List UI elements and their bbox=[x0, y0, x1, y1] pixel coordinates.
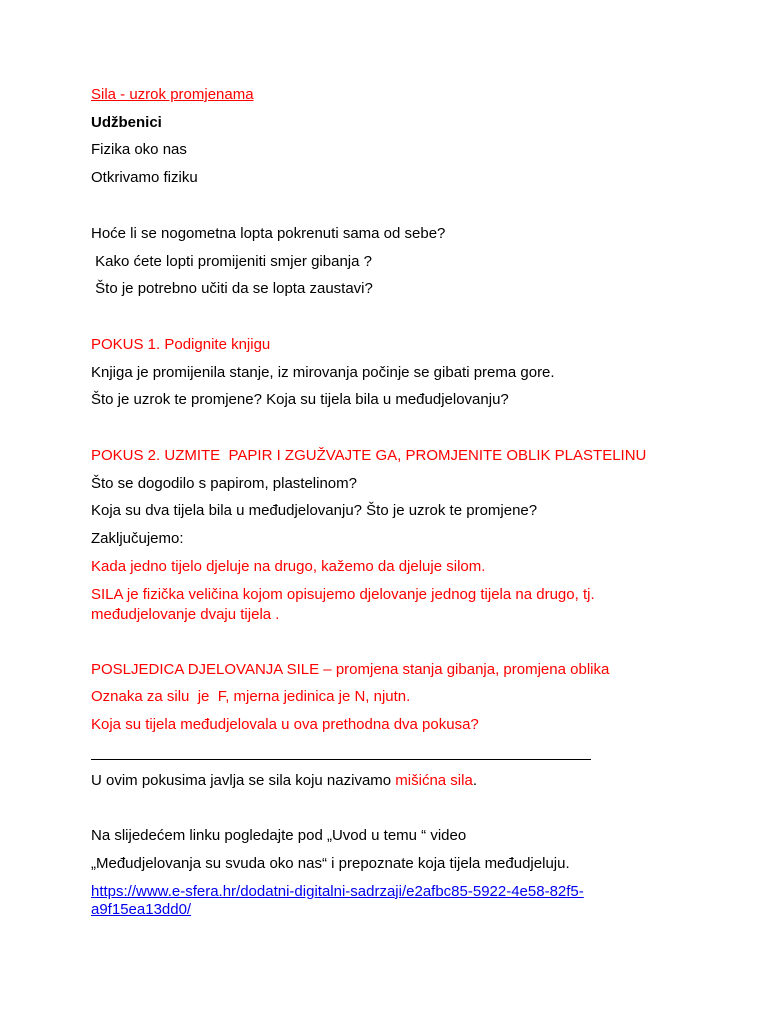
textbooks-heading: Udžbenici bbox=[91, 114, 162, 131]
experiment1-text: Što je uzrok te promjene? Koja su tijela bila u međudjelovanju? bbox=[91, 391, 509, 408]
muscle-force-sentence bbox=[91, 772, 477, 790]
experiment2-text: Zaključujemo: bbox=[91, 530, 184, 547]
question-line: Što je potrebno učiti da se lopta zaustavi? bbox=[91, 280, 373, 297]
force-definition: međudjelovanje dvaju tijela . bbox=[91, 606, 280, 623]
textbook-item: Otkrivamo fiziku bbox=[91, 169, 198, 186]
document-title: Sila - uzrok promjenama bbox=[91, 86, 254, 103]
muscle-force-highlight: mišićna sila bbox=[395, 772, 473, 789]
experiment2-text: Što se dogodilo s papirom, plastelinom? bbox=[91, 475, 357, 492]
experiment2-heading: POKUS 2. UZMITE PAPIR I ZGUŽVAJTE GA, PROMJENITE OBLIK PLASTELINU bbox=[91, 447, 647, 464]
notation-text: Oznaka za silu je F, mjerna jedinica je N, njutn. bbox=[91, 688, 411, 705]
experiment1-heading: POKUS 1. Podignite knjigu bbox=[91, 336, 271, 353]
answer-line bbox=[91, 759, 591, 760]
question-line: Hoće li se nogometna lopta pokrenuti sama od sebe? bbox=[91, 225, 446, 242]
link-intro: „Međudjelovanja su svuda oko nas“ i prepoznate koja tijela međudjeluju. bbox=[91, 855, 570, 872]
e-sfera-link[interactable] bbox=[91, 883, 584, 919]
link-intro: Na slijedećem linku pogledajte pod „Uvod u temu “ video bbox=[91, 827, 467, 844]
experiment1-text: Knjiga je promijenila stanje, iz mirovanja počinje se gibati prema gore. bbox=[91, 364, 555, 381]
experiment2-text: Koja su dva tijela bila u međudjelovanju? Što je uzrok te promjene? bbox=[91, 502, 538, 519]
force-definition: SILA je fizička veličina kojom opisujemo djelovanje jednog tijela na drugo, tj. bbox=[91, 586, 595, 603]
bodies-question: Koja su tijela međudjelovala u ova prethodna dva pokusa? bbox=[91, 716, 479, 733]
consequence-text: POSLJEDICA DJELOVANJA SILE – promjena stanja gibanja, promjena oblika bbox=[91, 661, 610, 678]
link-line: https://www.e-sfera.hr/dodatni-digitalni-sadrzaji/e2afbc85-5922-4e58-82f5- bbox=[91, 883, 584, 900]
textbook-item: Fizika oko nas bbox=[91, 141, 187, 158]
link-line: a9f15ea13dd0/ bbox=[91, 901, 192, 918]
muscle-force-suffix: . bbox=[472, 772, 477, 789]
question-line: Kako ćete lopti promijeniti smjer gibanja ? bbox=[91, 253, 372, 270]
conclusion-text: Kada jedno tijelo djeluje na drugo, kažemo da djeluje silom. bbox=[91, 558, 486, 575]
muscle-force-prefix: U ovim pokusima javlja se sila koju nazivamo bbox=[91, 772, 396, 789]
